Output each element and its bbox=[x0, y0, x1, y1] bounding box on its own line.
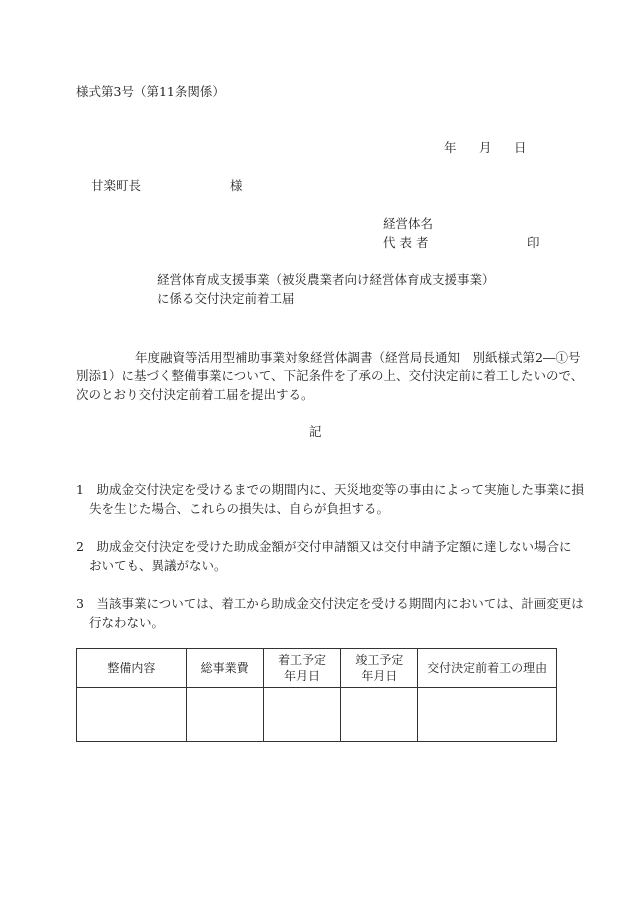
condition-2-line2: おいても、異議がない。 bbox=[89, 558, 227, 573]
entity-name-label: 経営体名 bbox=[383, 216, 434, 231]
condition-3-line1: 3 当該事業については、着工から助成金交付決定を受ける期間内においては、計画変更は bbox=[76, 596, 584, 611]
ki-heading: 記 bbox=[309, 424, 322, 439]
condition-1-line2: 失を生じた場合、これらの損失は、自らが負担する。 bbox=[89, 501, 390, 516]
condition-1-line1: 1 助成金交付決定を受けるまでの期間内に、天災地変等の事由によって実施した事業に損 bbox=[76, 482, 584, 497]
condition-2-line1: 2 助成金交付決定を受けた助成金額が交付申請額又は交付申請予定額に達しない場合に bbox=[76, 539, 572, 554]
body-line3: 次のとおり交付決定前着工届を提出する。 bbox=[76, 387, 314, 402]
document-title-line2: に係る交付決定前着工届 bbox=[157, 291, 295, 306]
body-line2: 別添1）に基づく整備事業について、下記条件を了承の上、交付決定前に着工したいので、 bbox=[76, 368, 584, 383]
seal-mark: 印 bbox=[527, 235, 540, 250]
date-month: 月 bbox=[479, 140, 492, 155]
representative-label: 代 表 者 bbox=[383, 235, 429, 250]
date-year: 年 bbox=[444, 140, 457, 155]
body-line1: 年度融資等活用型補助事業対象経営体調書（経営局長通知 別紙様式第2―①号 bbox=[135, 350, 581, 365]
document-title-line1: 経営体育成支援事業（被災農業者向け経営体育成支援事業） bbox=[157, 272, 495, 287]
condition-3-line2: 行なわない。 bbox=[89, 615, 165, 630]
form-number: 様式第3号（第11条関係） bbox=[76, 84, 225, 99]
cell-work-content[interactable] bbox=[77, 688, 187, 742]
header-work-content: 整備内容 bbox=[77, 649, 187, 688]
table-header-row bbox=[77, 649, 557, 688]
cell-total-cost[interactable] bbox=[186, 688, 263, 742]
header-reason: 交付決定前着工の理由 bbox=[418, 649, 557, 688]
table-row bbox=[77, 688, 557, 742]
header-total-cost: 総事業費 bbox=[186, 649, 263, 688]
cell-completion-date[interactable] bbox=[341, 688, 418, 742]
cell-start-date[interactable] bbox=[263, 688, 341, 742]
construction-table bbox=[76, 648, 557, 742]
header-completion-date: 竣工予定 年月日 bbox=[341, 649, 418, 688]
header-start-date: 着工予定 年月日 bbox=[263, 649, 341, 688]
addressee-honorific: 様 bbox=[230, 178, 243, 193]
cell-reason[interactable] bbox=[418, 688, 557, 742]
addressee-name: 甘楽町長 bbox=[91, 178, 142, 193]
date-day: 日 bbox=[514, 140, 527, 155]
